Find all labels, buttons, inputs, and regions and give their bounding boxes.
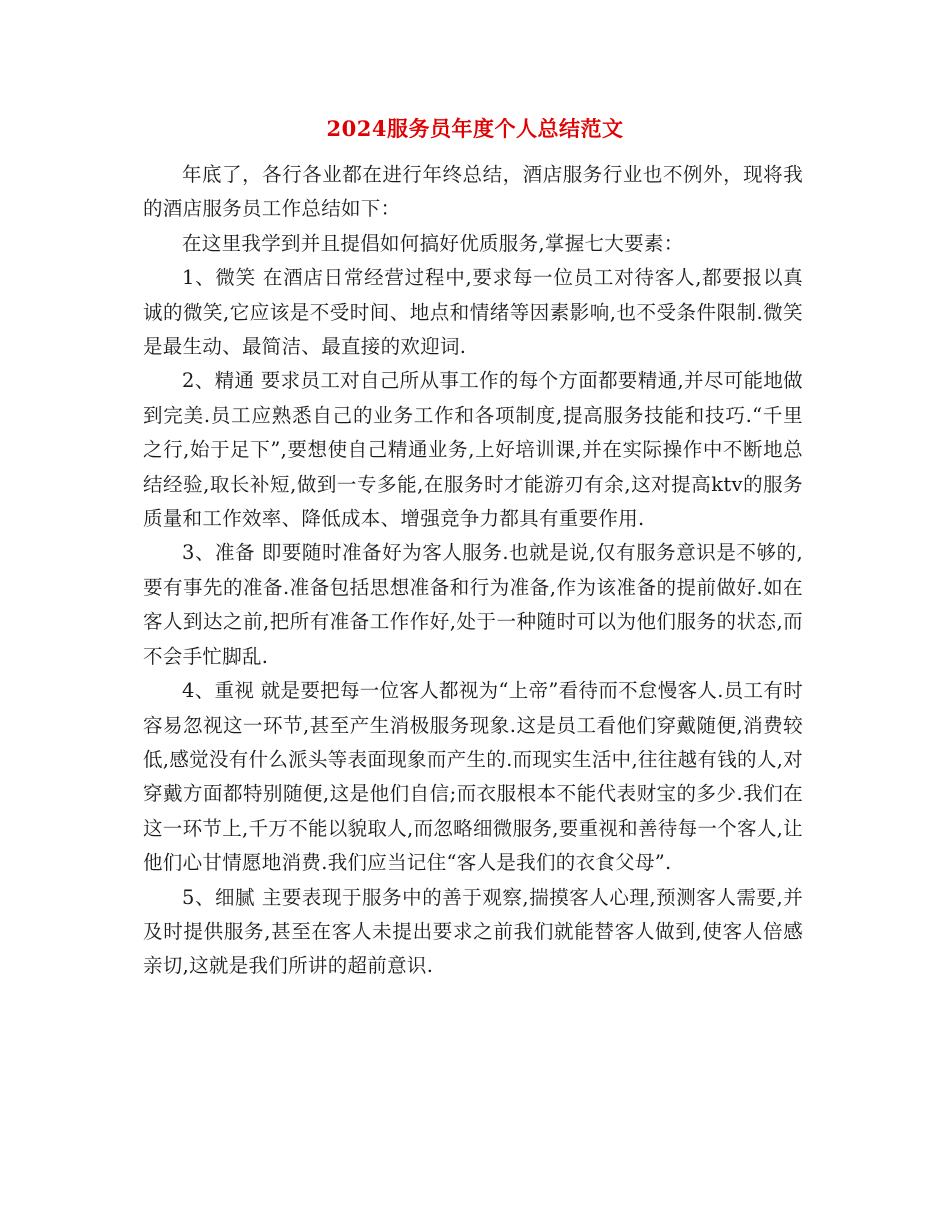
document-body: [143, 158, 803, 984]
paragraph-meticulous: 5、细腻 主要表现于服务中的善于观察,揣摸客人心理,预测客人需要,并及时提供服务,甚至在客人未提出要求之前我们就能替客人做到,使客人倍感亲切,这就是我们所讲的超前意识.: [143, 885, 803, 978]
paragraph-elements-intro: 在这里我学到并且提倡如何搞好优质服务,掌握七大要素：: [182, 231, 684, 255]
paragraph-intro: 年底了，各行各业都在进行年终总结，酒店服务行业也不例外，现将我的酒店服务员工作总结如下：: [143, 163, 803, 221]
paragraph-proficiency: 2、精通 要求员工对自己所从事工作的每个方面都要精通,并尽可能地做到完美.员工应熟悉自己的业务工作和各项制度,提高服务技能和技巧.“千里之行,始于足下”,要想使自己精通业务,上好培训课,并在实际操作中不断地总结经验,取长补短,做到一专多能,在服务时才能游刃有余,这对提高ktv的服务质量和工作效率、降低成本、增强竞争力都具有重要作用.: [143, 369, 803, 531]
paragraph-preparation: 3、准备 即要随时准备好为客人服务.也就是说,仅有服务意识是不够的,要有事先的准备.准备包括思想准备和行为准备,作为该准备的提前做好.如在客人到达之前,把所有准备工作作好,处于一种随时可以为他们服务的状态,而不会手忙脚乱.: [143, 541, 803, 668]
paragraph-attention: 4、重视 就是要把每一位客人都视为“上帝”看待而不怠慢客人.员工有时容易忽视这一环节,甚至产生消极服务现象.这是员工看他们穿戴随便,消费较低,感觉没有什么派头等表面现象而产生的.而现实生活中,往往越有钱的人,对穿戴方面都特别随便,这是他们自信;而衣服根本不能代表财宝的多少.我们在这一环节上,千万不能以貌取人,而忽略细微服务,要重视和善待每一个客人,让他们心甘情愿地消费.我们应当记住“客人是我们的衣食父母”.: [143, 679, 803, 875]
document-title: 2024服务员年度个人总结范文: [326, 116, 624, 141]
paragraph-smile: 1、微笑 在酒店日常经营过程中,要求每一位员工对待客人,都要报以真诚的微笑,它应该是不受时间、地点和情绪等因素影响,也不受条件限制.微笑是最生动、最简洁、最直接的欢迎词.: [143, 266, 803, 359]
